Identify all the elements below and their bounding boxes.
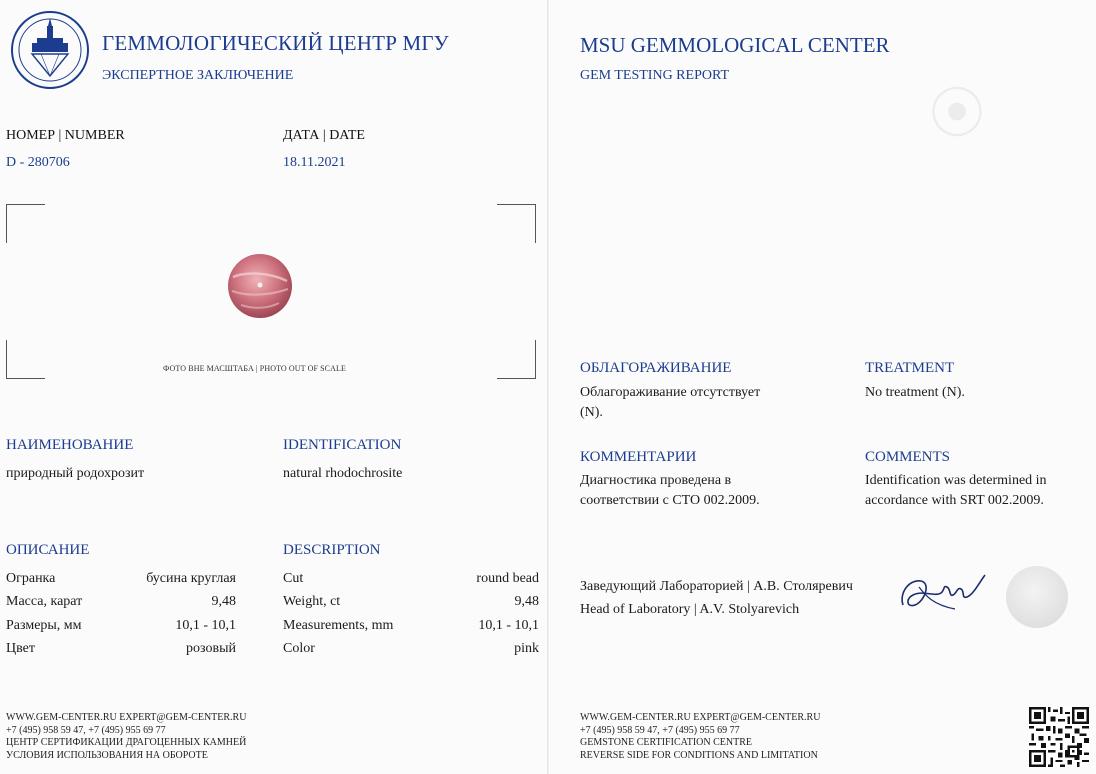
name-en-label: IDENTIFICATION — [283, 437, 402, 453]
footer-ru: WWW.GEM-CENTER.RU EXPERT@GEM-CENTER.RU +7 (495) 958 59 47, +7 (495) 955 69 77 ЦЕНТР СЕРТИФИКАЦИИ ДРАГОЦЕННЫХ КАМНЕЙ УСЛОВИЯ ИСПОЛЬЗОВАНИЯ НА ОБОРОТЕ — [6, 712, 247, 761]
comments-en-label: COMMENTS — [865, 449, 951, 465]
qr-code-icon — [1029, 707, 1089, 767]
watermark: ⦿ — [929, 84, 985, 146]
comments-ru-line1: Диагностика проведена в — [580, 473, 732, 488]
treatment-ru-line1: Облагораживание отсутствует — [580, 385, 761, 400]
org-title-ru: ГЕММОЛОГИЧЕСКИЙ ЦЕНТР МГУ — [102, 31, 449, 55]
number-value: D - 280706 — [6, 155, 70, 170]
desc-en-value: 10,1 - 10,1 — [478, 618, 539, 633]
report-type-ru: ЭКСПЕРТНОЕ ЗАКЛЮЧЕНИЕ — [102, 68, 294, 83]
desc-en-label: DESCRIPTION — [283, 542, 381, 558]
desc-en-value: pink — [514, 641, 539, 656]
comments-en-line1: Identification was determined in — [865, 473, 1047, 488]
treatment-ru-label: ОБЛАГОРАЖИВАНИЕ — [580, 360, 732, 376]
desc-en-value: round bead — [476, 571, 539, 586]
rhodochrosite-bead-photo — [227, 253, 293, 319]
desc-en-value: 9,48 — [514, 594, 539, 609]
desc-en-key: Weight, ct — [283, 594, 341, 609]
name-ru-value: природный родохрозит — [6, 466, 145, 481]
name-ru-label: НАИМЕНОВАНИЕ — [6, 437, 134, 453]
treatment-ru-line2: (N). — [580, 405, 603, 420]
number-label: НОМЕР | NUMBER — [6, 128, 125, 143]
desc-en-key: Cut — [283, 571, 304, 586]
desc-ru-key: Цвет — [6, 641, 35, 656]
head-en: Head of Laboratory | A.V. Stolyarevich — [580, 602, 800, 617]
footer-en: WWW.GEM-CENTER.RU EXPERT@GEM-CENTER.RU +7 (495) 958 59 47, +7 (495) 955 69 77 GEMSTONE CERTIFICATION CENTRE REVERSE SIDE FOR CONDITIONS AND LIMITATION — [580, 712, 821, 761]
desc-ru-key: Огранка — [6, 571, 56, 586]
desc-ru-label: ОПИСАНИЕ — [6, 542, 90, 558]
treatment-en-value: No treatment (N). — [865, 385, 965, 400]
right-half-english — [549, 0, 1096, 774]
msu-logo-icon — [10, 10, 90, 90]
desc-ru-value: бусина круглая — [146, 571, 236, 586]
comments-ru-label: КОММЕНТАРИИ — [580, 449, 697, 465]
desc-ru-key: Размеры, мм — [6, 618, 82, 633]
treatment-en-label: TREATMENT — [865, 360, 955, 376]
report-type-en: GEM TESTING REPORT — [580, 68, 730, 83]
seal-stamp-icon — [1006, 566, 1068, 628]
desc-en-key: Measurements, mm — [283, 618, 394, 633]
desc-ru-key: Масса, карат — [6, 594, 83, 609]
comments-ru-line2: соответствии с СТО 002.2009. — [580, 493, 760, 508]
signature-icon — [895, 565, 991, 619]
name-en-value: natural rhodochrosite — [283, 466, 403, 481]
org-title-en: MSU GEMMOLOGICAL CENTER — [580, 33, 890, 57]
comments-en-line2: accordance with SRT 002.2009. — [865, 493, 1044, 508]
desc-ru-value: розовый — [186, 641, 236, 656]
desc-ru-value: 10,1 - 10,1 — [175, 618, 236, 633]
head-ru: Заведующий Лабораторией | А.В. Столяревич — [580, 579, 853, 594]
desc-en-key: Color — [283, 641, 315, 656]
photo-note: ФОТО ВНЕ МАСШТАБА | PHOTO OUT OF SCALE — [163, 364, 346, 373]
date-label: ДАТА | DATE — [283, 128, 365, 143]
desc-ru-value: 9,48 — [211, 594, 236, 609]
date-value: 18.11.2021 — [283, 155, 346, 170]
